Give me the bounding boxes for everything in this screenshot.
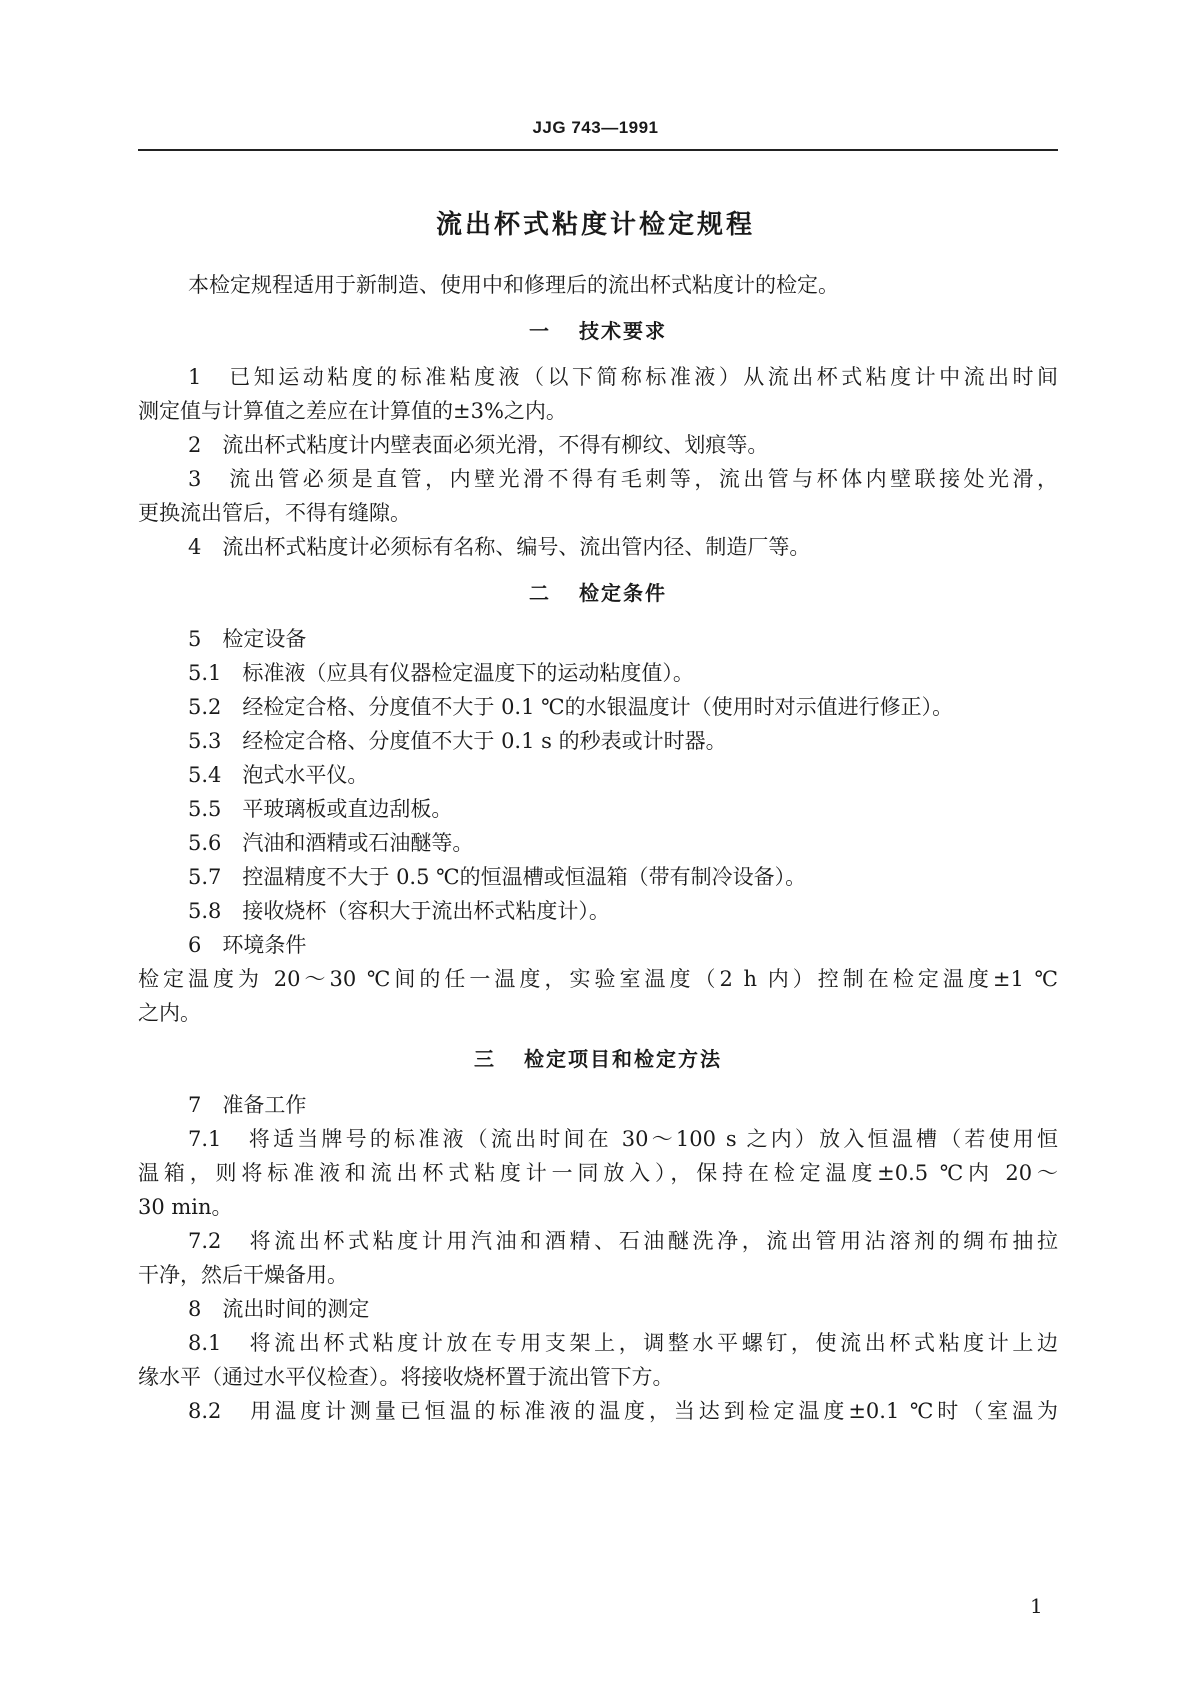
clause-8: 8 流出时间的测定 bbox=[188, 1297, 370, 1321]
clause-7-1-line-1: 7.1 将适当牌号的标准液（流出时间在 30～100 s 之内）放入恒温槽（若使用恒 bbox=[188, 1127, 1058, 1151]
clause-7-1-line-2: 温箱，则将标准液和流出杯式粘度计一同放入），保持在检定温度±0.5 ℃内 20～ bbox=[138, 1161, 1058, 1185]
clause-7-2-line-2: 干净，然后干燥备用。 bbox=[138, 1263, 348, 1287]
section-title: 检定条件 bbox=[579, 581, 667, 605]
clause-6-line-1: 检定温度为 20～30 ℃间的任一温度，实验室温度（2 h 内）控制在检定温度±1 ℃ bbox=[138, 967, 1058, 991]
clause-8-2-line-1: 8.2 用温度计测量已恒温的标准液的温度，当达到检定温度±0.1 ℃时（室温为 bbox=[188, 1399, 1058, 1423]
clause-8-1-line-1: 8.1 将流出杯式粘度计放在专用支架上，调整水平螺钉，使流出杯式粘度计上边 bbox=[188, 1331, 1058, 1355]
clause-6-line-2: 之内。 bbox=[138, 1001, 201, 1025]
header-divider bbox=[138, 149, 1058, 151]
clause-5-6: 5.6 汽油和酒精或石油醚等。 bbox=[188, 831, 474, 855]
clause-5-7: 5.7 控温精度不大于 0.5 ℃的恒温槽或恒温箱（带有制冷设备）。 bbox=[188, 865, 807, 889]
clause-5-8: 5.8 接收烧杯（容积大于流出杯式粘度计）。 bbox=[188, 899, 610, 923]
clause-5-1: 5.1 标准液（应具有仪器检定温度下的运动粘度值）。 bbox=[188, 661, 694, 685]
clause-1-line-2: 测定值与计算值之差应在计算值的±3%之内。 bbox=[138, 399, 567, 423]
page-number: 1 bbox=[1030, 1594, 1043, 1618]
document-body bbox=[138, 268, 1058, 1428]
clause-5-5: 5.5 平玻璃板或直边刮板。 bbox=[188, 797, 453, 821]
clause-3-line-2: 更换流出管后，不得有缝隙。 bbox=[138, 501, 411, 525]
section-heading-1 bbox=[138, 306, 1058, 356]
clause-6: 6 环境条件 bbox=[188, 933, 307, 957]
section-number: 一 bbox=[529, 319, 551, 343]
clause-8-1-line-2: 缘水平（通过水平仪检查）。将接收烧杯置于流出管下方。 bbox=[138, 1365, 674, 1389]
clause-5-4: 5.4 泡式水平仪。 bbox=[188, 763, 369, 787]
clause-5-2: 5.2 经检定合格、分度值不大于 0.1 ℃的水银温度计（使用时对示值进行修正）。 bbox=[188, 695, 954, 719]
section-title: 技术要求 bbox=[579, 319, 667, 343]
section-title: 检定项目和检定方法 bbox=[524, 1047, 722, 1071]
clause-4: 4 流出杯式粘度计必须标有名称、编号、流出管内径、制造厂等。 bbox=[188, 535, 811, 559]
section-number: 三 bbox=[474, 1047, 496, 1071]
document-title: 流出杯式粘度计检定规程 bbox=[435, 210, 755, 240]
section-heading-2 bbox=[138, 568, 1058, 618]
clause-5: 5 检定设备 bbox=[188, 627, 307, 651]
clause-7-1-line-3: 30 min。 bbox=[138, 1195, 233, 1219]
section-number: 二 bbox=[529, 581, 551, 605]
clause-1-line-1: 1 已知运动粘度的标准粘度液（以下简称标准液）从流出杯式粘度计中流出时间 bbox=[188, 365, 1058, 389]
intro-paragraph: 本检定规程适用于新制造、使用中和修理后的流出杯式粘度计的检定。 bbox=[188, 273, 839, 297]
clause-5-3: 5.3 经检定合格、分度值不大于 0.1 s 的秒表或计时器。 bbox=[188, 729, 727, 753]
clause-7-2-line-1: 7.2 将流出杯式粘度计用汽油和酒精、石油醚洗净，流出管用沾溶剂的绸布抽拉 bbox=[188, 1229, 1058, 1253]
clause-2: 2 流出杯式粘度计内壁表面必须光滑，不得有柳纹、划痕等。 bbox=[188, 433, 769, 457]
section-heading-3 bbox=[138, 1034, 1058, 1084]
document-code-header: JJG 743—1991 bbox=[532, 118, 659, 137]
clause-7: 7 准备工作 bbox=[188, 1093, 307, 1117]
clause-3-line-1: 3 流出管必须是直管，内壁光滑不得有毛刺等，流出管与杯体内壁联接处光滑， bbox=[188, 467, 1058, 491]
